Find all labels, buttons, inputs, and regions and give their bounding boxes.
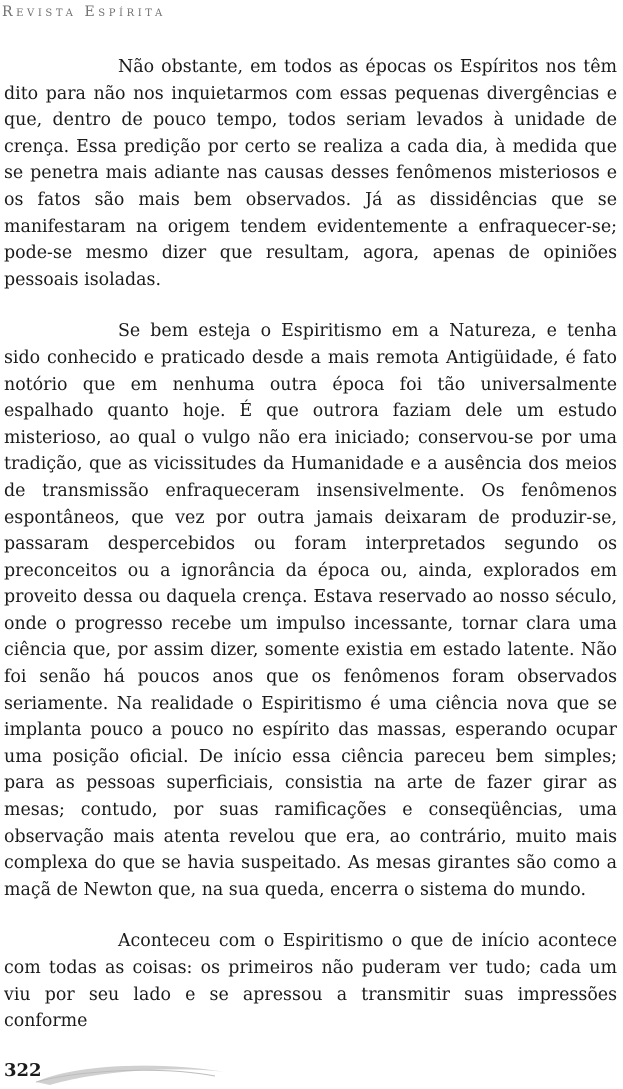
swoosh-ornament <box>30 1056 230 1089</box>
page-number: 322 <box>4 1060 42 1081</box>
paragraph-2: Se bem esteja o Espiritismo em a Natureza, e tenha sido conhecido e praticado desde a mais remota Antigüidade, é fato notório que em nenhuma outra época foi tão universalmente espalhado quanto hoje. É que outrora faziam dele um estudo misterioso, ao qual o vulgo não era iniciado; conservou-se por uma tradição, que as vicissitudes da Humanidade e a ausência dos meios de transmissão enfraqueceram insensivelmente. Os fenômenos espontâneos, que vez por outra jamais deixaram de produzir-se, passaram despercebidos ou foram interpretados segundo os preconceitos ou a ignorância da época ou, ainda, explorados em proveito dessa ou daquela crença. Estava reservado ao nosso século, onde o progresso recebe um impulso incessante, tornar clara uma ciência que, por assim dizer, somente existia em estado latente. Não foi senão há poucos anos que os fenômenos foram observados seriamente. Na realidade o Espiritismo é uma ciência nova que se implanta pouco a pouco no espírito das massas, esperando ocupar uma posição oficial. De início essa ciência pareceu bem simples; para as pessoas superficiais, consistia na arte de fazer girar as mesas; contudo, por suas ramificações e conseqüências, uma observação mais atenta revelou que era, ao contrário, muito mais complexa do que se havia suspeitado. As mesas girantes são como a maçã de Newton que, na sua queda, encerra o sistema do mundo. <box>4 321 617 900</box>
swoosh-shape <box>36 1066 225 1085</box>
paragraph-1: Não obstante, em todos as épocas os Espíritos nos têm dito para não nos inquietarmos com essas pequenas divergências e que, dentro de pouco tempo, todos seriam levados à unidade de crença. Essa predição por certo se realiza a cada dia, à medida que se penetra mais adiante nas causas desses fenômenos misteriosos e os fatos são mais bem observados. Já as dissidências que se manifestaram na origem tendem evidentemente a enfraquecer-se; pode-se mesmo dizer que resultam, agora, apenas de opiniões pessoais isoladas. <box>4 57 617 290</box>
page-footer <box>0 1056 623 1089</box>
body-text <box>4 54 617 1035</box>
running-header: Revista Espírita <box>2 4 166 20</box>
paragraph-3: Aconteceu com o Espiritismo o que de início acontece com todas as coisas: os primeiros não puderam ver tudo; cada um viu por seu lado e se apressou a transmitir suas impressões conforme <box>4 931 617 1032</box>
